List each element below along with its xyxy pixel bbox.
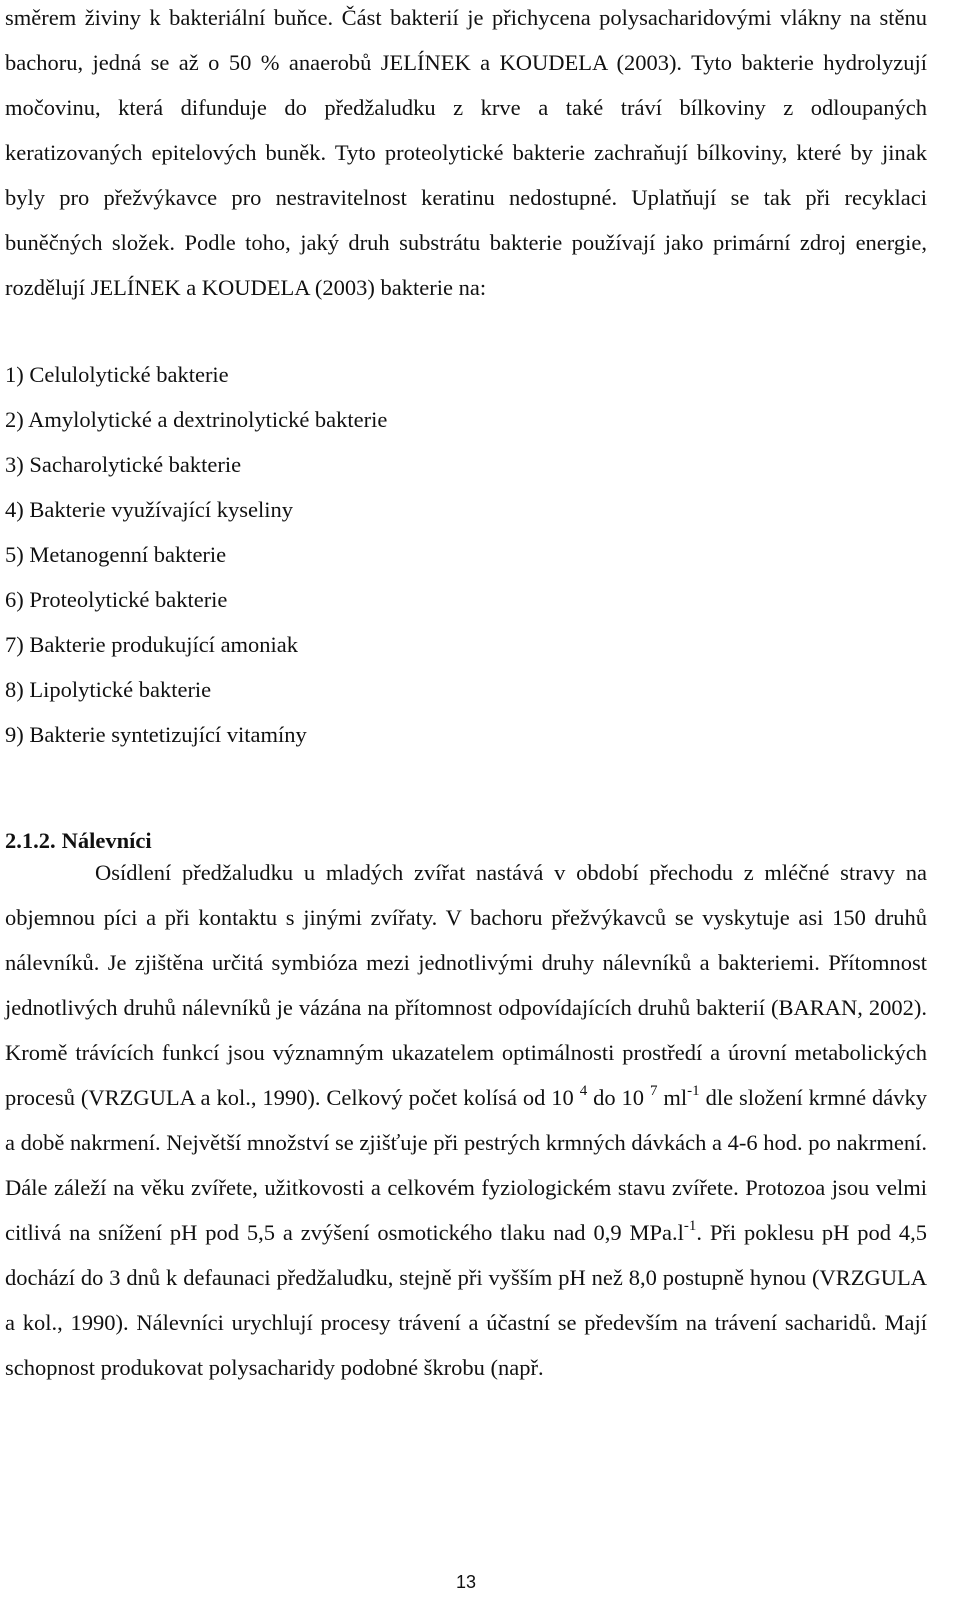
superscript: -1 [683,1217,697,1234]
list-item: 1) Celulolytické bakterie [5,362,229,387]
paragraph-text: dle složení krmné dávky a době nakrmení. Největší množství se zjišťuje při pestrých krmných dávkách a 4-6 hod. po nakrmení. Dále záleží na věku zvířete, užitkovosti a celkovém fyziologickém stavu zvířete. Protozoa jsou velmi citlivá na snížení pH pod 5,5 a zvýšení osmotického tlaku nad 0,9 MPa.l [5,1085,928,1245]
list-item: 5) Metanogenní bakterie [5,542,227,567]
nalevnici-paragraph [5,850,927,1390]
list-item: 6) Proteolytické bakterie [5,587,228,612]
intro-paragraph: směrem živiny k bakteriální buňce. Část bakterií je přichycena polysacharidovými vlákny na stěnu bachoru, jedná se až o 50 % anaerobů JELÍNEK a KOUDELA (2003). Tyto bakterie hydrolyzují močovinu, která difunduje do předžaludku z krve a také tráví bílkoviny z odloupaných keratizovaných epitelových buněk. Tyto proteolytické bakterie zachraňují bílkoviny, které by jinak byly pro přežvýkavce pro nestravitelnost keratinu nedostupné. Uplatňují se tak při recyklaci buněčných složek. Podle toho, jaký druh substrátu bakterie používají jako primární zdroj energie, rozdělují JELÍNEK a KOUDELA (2003) bakterie na: [5,5,927,300]
page-number: 13 [455,1572,477,1592]
superscript: -1 [687,1082,700,1099]
paragraph-text: do 10 [593,1085,645,1110]
superscript: 4 [579,1082,588,1099]
bacteria-list [5,352,387,757]
list-item: 9) Bakterie syntetizující vitamíny [5,722,307,747]
list-item: 2) Amylolytické a dextrinolytické bakterie [5,407,388,432]
paragraph-text: Osídlení předžaludku u mladých zvířat nastává v období přechodu z mléčné stravy na objemnou píci a při kontaktu s jinými zvířaty. V bachoru přežvýkavců se vyskytuje asi 150 druhů nálevníků. Je zjištěna určitá symbióza mezi jednotlivými druhy nálevníků a bakteriemi. Přítomnost jednotlivých druhů nálevníků je vázána na přítomnost odpovídajících druhů bakterií (BARAN, 2002). Kromě trávících funkcí jsou významným ukazatelem optimálnosti prostředí a úrovní metabolických procesů (VRZGULA a kol., 1990). Celkový počet kolísá od 10 [5,860,927,1110]
paragraph-text: . Při poklesu pH pod 4,5 dochází do 3 dnů k defaunaci předžaludku, stejně při vyšším pH než 8,0 postupně hynou (VRZGULA a kol., 1990). Nálevníci urychlují procesy trávení a účastní se především na trávení sacharidů. Mají schopnost produkovat polysacharidy podobné škrobu (např. [5,1220,928,1380]
list-item: 4) Bakterie využívající kyseliny [5,497,294,522]
superscript: 7 [649,1082,658,1099]
list-item: 7) Bakterie produkující amoniak [5,632,299,657]
list-item: 3) Sacharolytické bakterie [5,452,242,477]
section-number: 2.1.2. [5,828,56,853]
paragraph-text: ml [663,1085,688,1110]
section-title: Nálevníci [61,828,152,853]
list-item: 8) Lipolytické bakterie [5,677,212,702]
